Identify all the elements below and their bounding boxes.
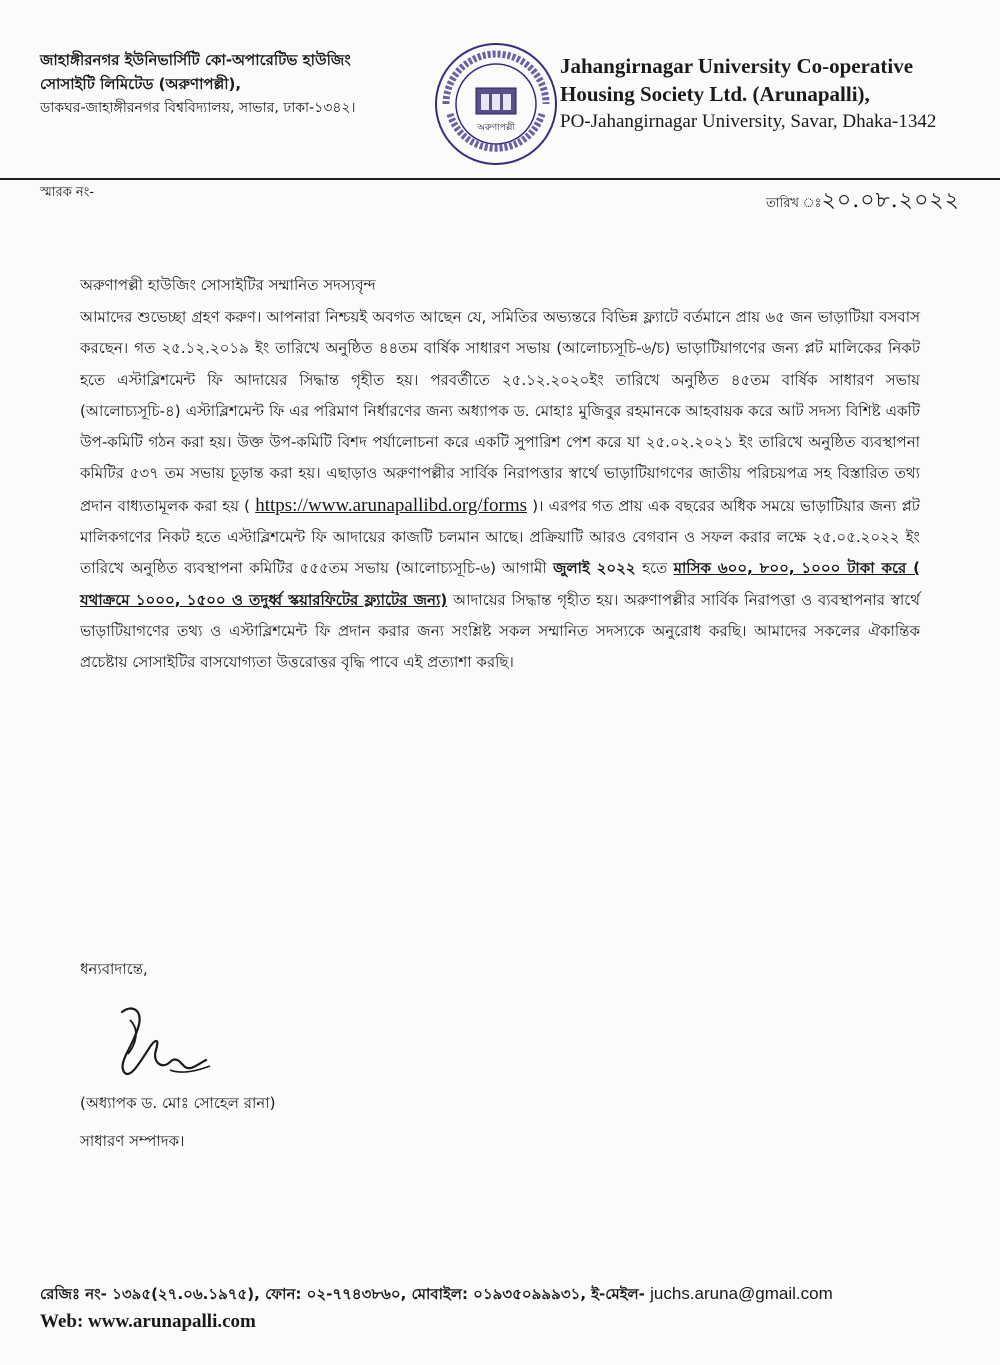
forms-link[interactable]: https://www.arunapallibd.org/forms [255, 494, 527, 516]
body-text-3: হতে [642, 559, 668, 578]
email-address[interactable]: juchs.aruna@gmail.com [650, 1284, 833, 1303]
letter-footer [40, 1280, 980, 1336]
date-label: তারিখ ঃ [765, 196, 822, 211]
org-name-bn-line2: সোসাইটি লিমিটেড (অরুণাপল্লী), [40, 75, 242, 93]
handwritten-signature [110, 1000, 220, 1090]
signer-name: (অধ্যাপক ড. মোঃ সোহেল রানা) [80, 1094, 276, 1112]
body-paragraph [80, 302, 920, 679]
closing-text: ধন্যবাদান্তে, [80, 960, 148, 978]
org-name-en-line2: Housing Society Ltd. (Arunapalli), [560, 82, 870, 106]
org-address-en: PO-Jahangirnagar University, Savar, Dhaka-1342 [560, 111, 937, 132]
org-name-bn-line1: জাহাঙ্গীরনগর ইউনিভার্সিটি কো-অপারেটিভ হাউজিং [40, 51, 351, 69]
letterhead-bangla [40, 48, 420, 120]
signer-designation: সাধারণ সম্পাদক। [80, 1132, 185, 1150]
org-address-bn: ডাকঘর-জাহাঙ্গীরনগর বিশ্ববিদ্যালয়, সাভার, ঢাকা-১৩৪২। [40, 100, 356, 116]
body-text-4: আদায়ের সিদ্ধান্ত গৃহীত হয়। অরুণাপল্লীর সার্বিক নিরাপত্তা ও ব্যবস্থাপনার স্বার্থে ভাড়াটিয়াগণের তথ্য ও এস্টাব্লিশমেন্ট ফি প্রদান করার জন্য সংশ্লিষ্ট সকল সম্মানিত সদস্যকে অনুরোধ করছি। আমাদের সকলের ঐকান্তিক প্রচেষ্টায় সোসাইটির বাসযোগ্যতা উত্তরোত্তর বৃদ্ধি পাবে এই প্রত্যাশা করছি। [80, 590, 920, 672]
org-name-en-line1: Jahangirnagar University Co-operative [560, 54, 914, 78]
letterhead-divider [0, 178, 1000, 180]
date-value: ২০.০৮.২০২২ [821, 188, 960, 213]
footer-contact-line [40, 1280, 980, 1308]
monthly-fee-text: মাসিক ৬০০, ৮০০, ১০০০ টাকা করে ( যথাক্রমে ১০০০, ১৫০০ ও তদুর্ধ্ব স্কয়ারফিটের ফ্ল্যাটের জন্য) [80, 559, 920, 609]
memo-number-label: স্মারক নং- [40, 185, 94, 200]
salutation: অরুণাপল্লী হাউজিং সোসাইটির সম্মানিত সদস্যবৃন্দ [80, 276, 376, 294]
seal-inner-text: অরুণাপল্লী [477, 123, 515, 133]
letter-body [80, 270, 920, 679]
website-line[interactable]: Web: www.arunapalli.com [40, 1311, 256, 1332]
body-text-1: আমাদের শুভেচ্ছা গ্রহণ করুণ। আপনারা নিশ্চয়ই অবগত আছেন যে, সমিতির অভ্যন্তরে বিভিন্ন ফ্ল্যাটে বর্তমানে প্রায় ৬৫ জন ভাড়াটিয়া বসবাস করছেন। গত ২৫.১২.২০১৯ ইং তারিখে অনুষ্ঠিত ৪৪তম বার্ষিক সাধারণ সভায় (আলোচ্যসূচি-৬/চ) ভাড়াটিয়াগণের জন্য প্লট মালিকের নিকট হতে এস্টাব্লিশমেন্ট ফি আদায়ের সিদ্ধান্ত গৃহীত হয়। পরবর্তীতে ২৫.১২.২০২০ইং তারিখে অনুষ্ঠিত ৪৫তম বার্ষিক সাধারণ সভায় (আলোচ্যসূচি-৪) এস্টাব্লিশমেন্ট ফি এর পরিমাণ নির্ধারণের জন্য অধ্যাপক ড. মোহাঃ মুজিবুর রহমানকে আহবায়ক করে আট সদস্য বিশিষ্ট একটি উপ-কমিটি গঠন করা হয়। উক্ত উপ-কমিটি বিশদ পর্যালোচনা করে একটি সুপারিশ পেশ করে যা ২৫.০২.২০২১ ইং তারিখে অনুষ্ঠিত ব্যবস্থাপনা কমিটির ৫৩৭ তম সভায় চূড়ান্ত করা হয়। এছাড়াও অরুণাপল্লীর সার্বিক নিরাপত্তার স্বার্থে ভাড়াটিয়াগণের জাতীয় পরিচয়পত্র সহ বিস্তারিত তথ্য প্রদান বাধ্যতামূলক করা হয় ( [80, 308, 920, 515]
letterhead-english [560, 52, 980, 136]
date-field [766, 183, 960, 220]
body-text-2: )। এরপর গত প্রায় এক বছরের অধিক সময়ে ভাড়াটিয়ার জন্য প্লট মালিকগণের নিকট হতে এস্টাব্লিশমেন্ট ফি আদায়ের কাজটি চলমান আছে। প্রক্রিয়াটি আরও বেগবান ও সফল করার লক্ষে ২৫.০৫.২০২২ ইং তারিখে অনুষ্ঠিত ব্যবস্থাপনা কমিটির ৫৫৫তম সভায় (আলোচ্যসূচি-৬) আগামী [80, 496, 920, 578]
society-seal-logo [432, 40, 560, 168]
effective-date: জুলাই ২০২২ [553, 559, 636, 578]
registration-contact: রেজিঃ নং- ১৩৯৫(২৭.০৬.১৯৭৫), ফোন: ০২-৭৭৪৩৮৬০, মোবাইল: ০১৯৩৫০৯৯৯৩১, ই-মেইল- [40, 1285, 645, 1303]
